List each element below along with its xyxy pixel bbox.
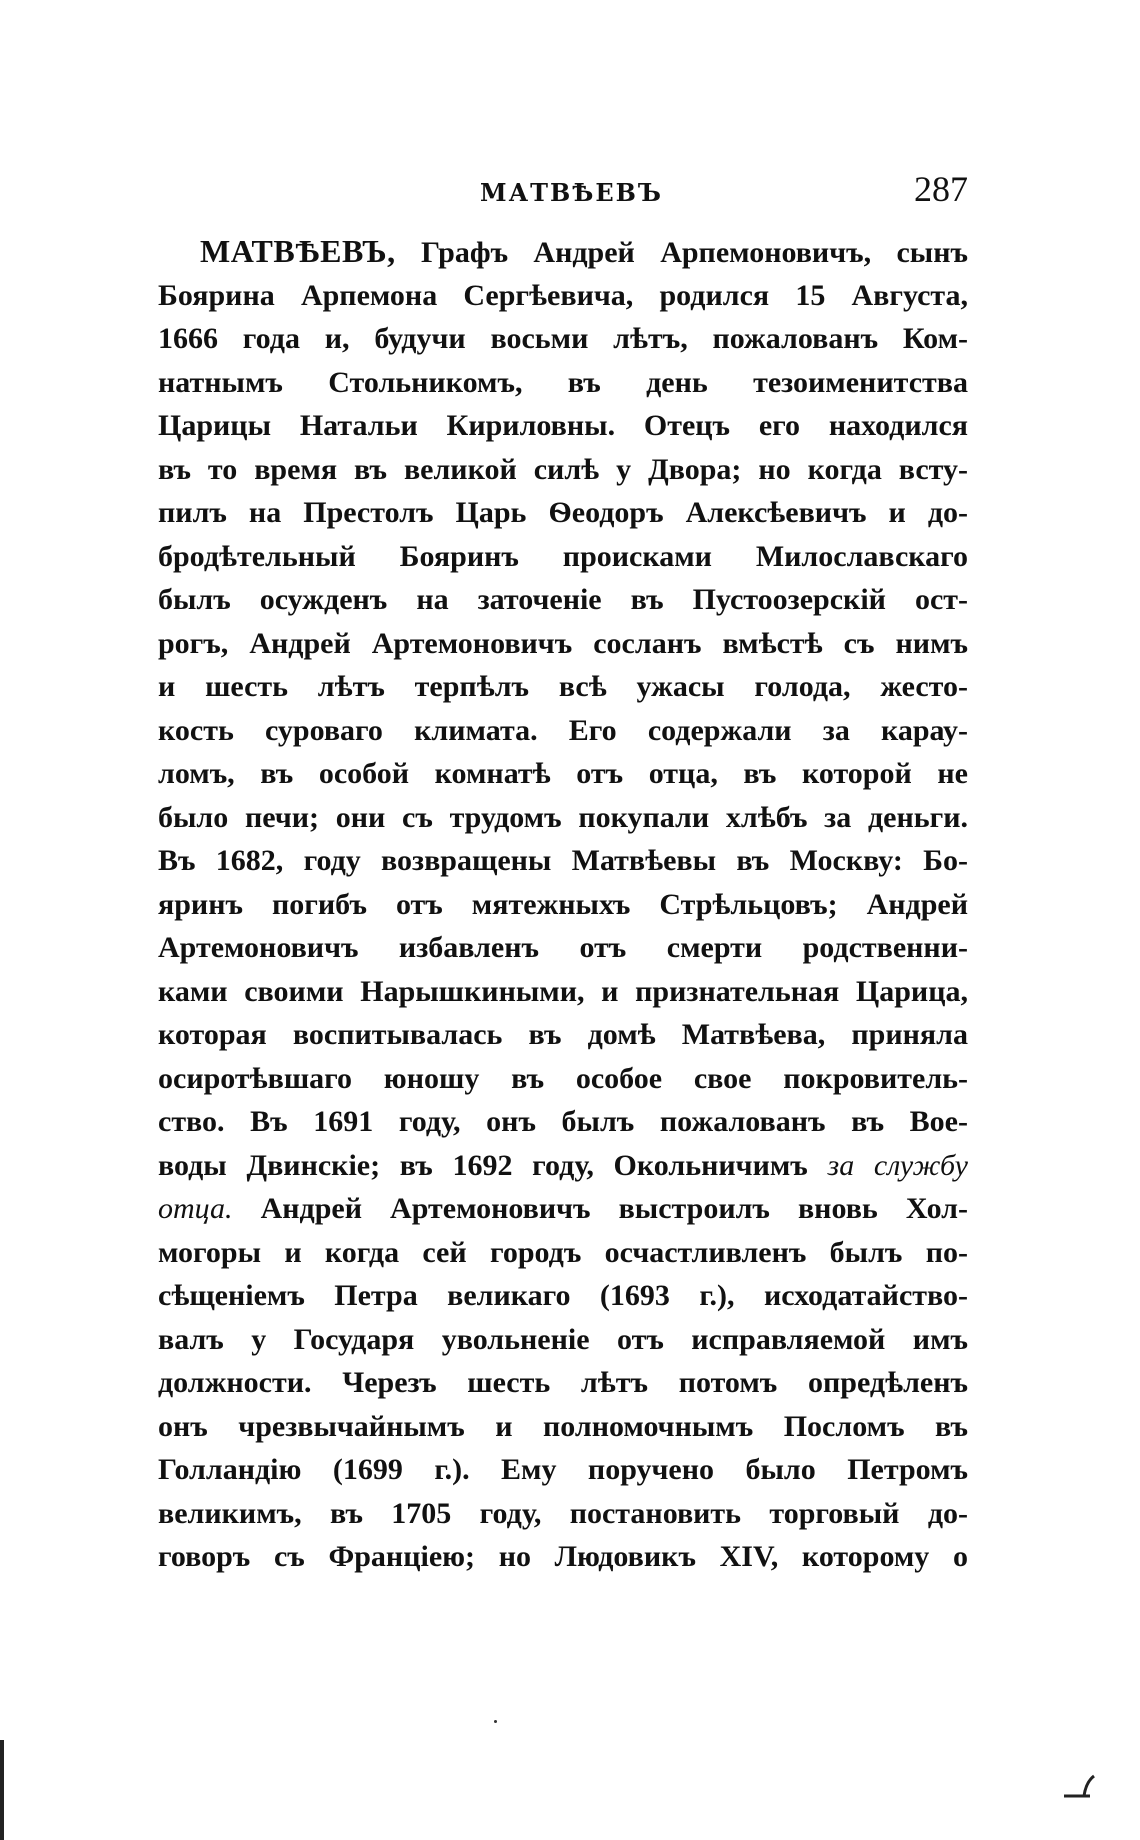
article-body xyxy=(158,230,968,1579)
scan-edge-mark xyxy=(0,1740,4,1840)
text-line: воды Двинскіе; въ 1692 году, Окольничимъ за службу xyxy=(158,1148,968,1182)
running-head: МАТВѢЕВЪ xyxy=(480,178,663,207)
italic-phrase: отца. xyxy=(158,1192,233,1225)
text-line: могоры и когда сей городъ осчастливленъ былъ по- xyxy=(158,1235,968,1269)
text-line: великимъ, въ 1705 году, постановить торговый до- xyxy=(158,1496,968,1530)
text-line: 1666 года и, будучи восьми лѣтъ, пожалованъ Ком- xyxy=(158,322,968,355)
text-line: Въ 1682, году возвращены Матвѣевы въ Москву: Бо- xyxy=(158,844,968,877)
text-line: МАТВѢЕВЪ, Графъ Андрей Арпемоновичъ, сынъ xyxy=(200,233,968,269)
text-line: пилъ на Престолъ Царь Ѳеодоръ Алексѣевичъ и до- xyxy=(158,496,968,529)
text-line: осиротѣвшаго юношу въ особое свое покровитель- xyxy=(158,1061,968,1095)
text-line: Царицы Натальи Кириловны. Отецъ его находился xyxy=(158,409,968,442)
text-line: въ то время въ великой силѣ у Двора; но когда всту- xyxy=(158,452,968,486)
text-line: рогъ, Андрей Артемоновичъ сосланъ вмѣстѣ съ нимъ xyxy=(158,626,968,660)
text-line: валъ у Государя увольненіе отъ исправляемой имъ xyxy=(158,1322,968,1356)
printer-dot-mark xyxy=(494,1720,497,1723)
text-line: онъ чрезвычайнымъ и полномочнымъ Посломъ въ xyxy=(158,1409,968,1443)
text-line: ломъ, въ особой комнатѣ отъ отца, въ которой не xyxy=(158,757,968,790)
text-line: натнымъ Стольникомъ, въ день тезоименитства xyxy=(158,365,968,399)
text-line: кость суроваго климата. Его содержали за карау- xyxy=(158,713,968,747)
text-line: было печи; они съ трудомъ покупали хлѣбъ за деньги. xyxy=(158,800,968,834)
entry-heading: МАТВѢЕВЪ, xyxy=(200,233,396,269)
text-line: Артемоновичъ избавленъ отъ смерти родственни- xyxy=(158,931,968,964)
text-line: которая воспитывалась въ домѣ Матвѣева, приняла xyxy=(158,1018,968,1051)
italic-phrase: за службу xyxy=(827,1148,968,1182)
text-line: сѣщеніемъ Петра великаго (1693 г.), исходатайство- xyxy=(158,1279,968,1312)
text-line: ство. Въ 1691 году, онъ былъ пожалованъ въ Вое- xyxy=(158,1105,968,1138)
text-line: ками своими Нарышкиными, и признательная Царица, xyxy=(158,974,968,1008)
signature-mark xyxy=(1062,1772,1098,1802)
text-line: отца. Андрей Артемоновичъ выстроилъ вновь Хол- xyxy=(158,1192,968,1225)
text-line: яринъ погибъ отъ мятежныхъ Стрѣльцовъ; Андрей xyxy=(158,887,968,921)
text-line: говоръ съ Франціею; но Людовикъ XIV, которому о xyxy=(158,1540,968,1573)
text-line: Боярина Арпемона Сергѣевича, родился 15 Августа, xyxy=(158,278,968,312)
text-line: бродѣтельный Бояринъ происками Милославскаго xyxy=(158,539,968,573)
page-number: 287 xyxy=(914,169,968,209)
text-line: былъ осужденъ на заточеніе въ Пустоозерскій ост- xyxy=(158,583,968,616)
text-line: Голландію (1699 г.). Ему поручено было Петромъ xyxy=(158,1453,968,1486)
text-line: должности. Черезъ шесть лѣтъ потомъ опредѣленъ xyxy=(158,1366,968,1399)
text-line: и шесть лѣтъ терпѣлъ всѣ ужасы голода, жесто- xyxy=(158,670,968,703)
